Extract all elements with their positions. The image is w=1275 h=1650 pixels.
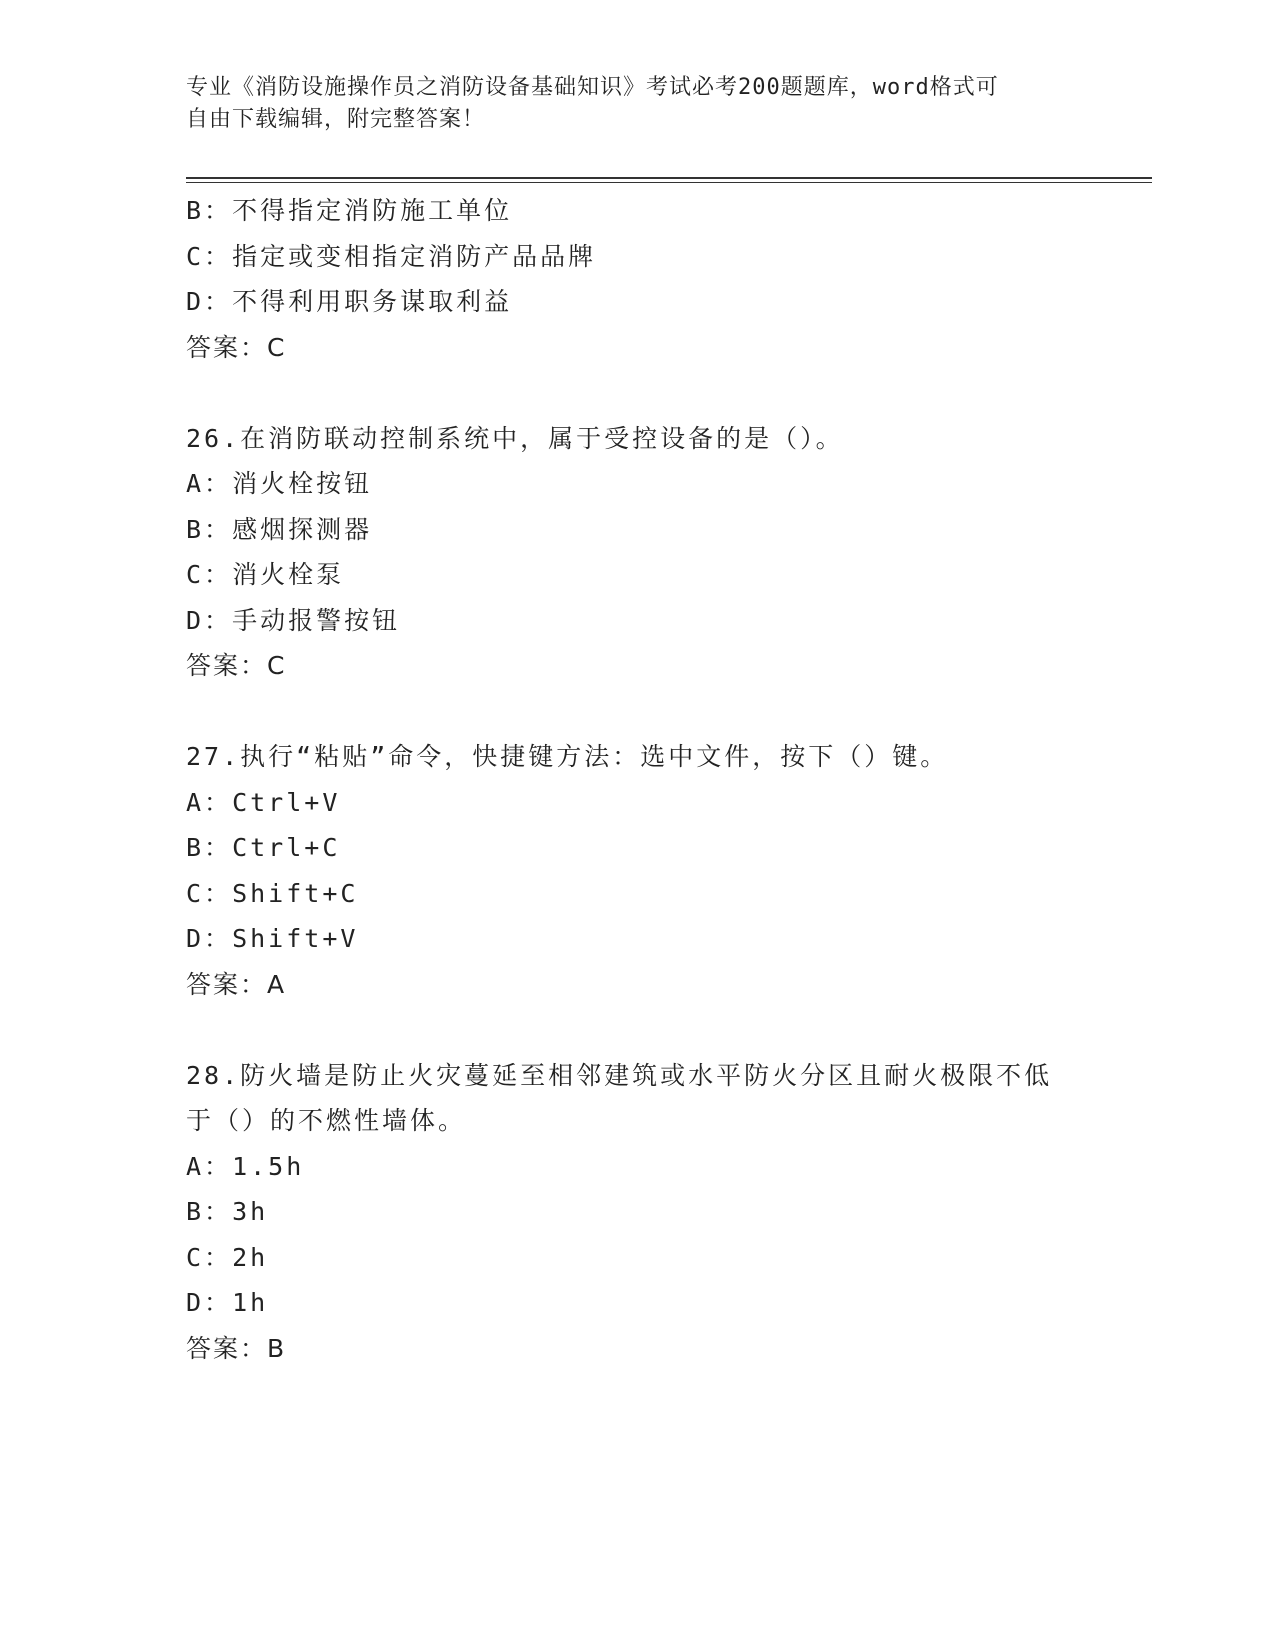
option-b: B：感烟探测器	[186, 514, 373, 544]
option-d: D：手动报警按钮	[186, 605, 401, 635]
option-d: D：1h	[186, 1288, 269, 1317]
option-a: A：Ctrl+V	[186, 787, 341, 817]
option-d: D：Shift+V	[186, 924, 359, 953]
option-a: A：消火栓按钮	[186, 469, 373, 498]
question-26	[186, 416, 1086, 689]
option-d: D：不得利用职务谋取利益	[186, 287, 513, 316]
option-c: C：指定或变相指定消防产品品牌	[186, 241, 597, 271]
question-text: 27.执行“粘贴”命令，快捷键方法：选中文件，按下（）键。	[186, 742, 949, 771]
option-c: C：Shift+C	[186, 878, 359, 908]
answer-line: 答案：C	[186, 332, 287, 362]
header-line-2: 自由下载编辑，附完整答案！	[186, 107, 486, 132]
question-text: 28.防火墙是防止火灾蔓延至相邻建筑或水平防火分区且耐火极限不低于（）的不燃性墙体。	[186, 1060, 1053, 1135]
question-list	[186, 188, 1086, 1371]
header-line-1: 专业《消防设施操作员之消防设备基础知识》考试必考200题题库，word格式可	[186, 75, 999, 100]
option-c: C：消火栓泵	[186, 560, 345, 589]
option-b: B：3h	[186, 1197, 269, 1226]
header-divider-thick	[186, 177, 1152, 179]
option-a: A：1.5h	[186, 1151, 305, 1181]
question-25-continued	[186, 188, 1086, 370]
question-27	[186, 734, 1086, 1007]
document-header	[186, 72, 1066, 136]
answer-line: 答案：C	[186, 651, 287, 680]
option-c: C：2h	[186, 1242, 269, 1272]
question-28	[186, 1053, 1086, 1372]
header-divider-thin	[186, 182, 1152, 183]
answer-line: 答案：A	[186, 969, 287, 999]
question-text: 26.在消防联动控制系统中，属于受控设备的是（）。	[186, 423, 844, 453]
option-b: B：Ctrl+C	[186, 833, 341, 862]
answer-line: 答案：B	[186, 1333, 287, 1363]
option-b: B：不得指定消防施工单位	[186, 196, 513, 225]
